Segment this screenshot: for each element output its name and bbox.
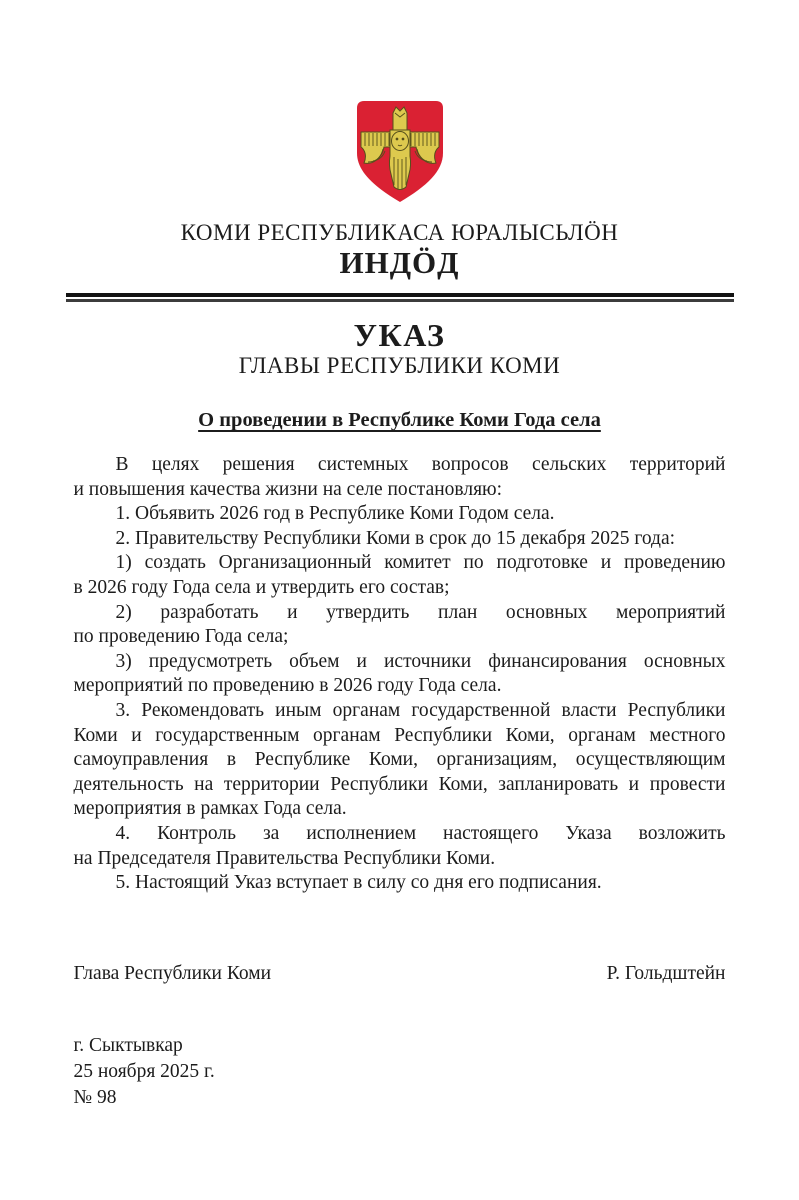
text-line: мероприятий по проведению в 2026 году Года села. [73, 675, 502, 697]
paragraph [74, 453, 726, 502]
footer-block [74, 1033, 726, 1111]
text-line: 4. Контроль за исполнением настоящего Указа возложить [115, 822, 726, 844]
text-line: 2. Правительству Республики Коми в срок до 15 декабря 2025 года: [115, 527, 676, 549]
text-line: 5. Настоящий Указ вступает в силу со дня его подписания. [115, 872, 602, 894]
paragraph [74, 601, 726, 650]
paragraph [74, 551, 726, 600]
decree-title: О проведении в Республике Коми Года села [198, 409, 601, 431]
text-line: по проведению Года села; [73, 626, 289, 648]
text-line: В целях решения системных вопросов сельских территорий [115, 454, 726, 475]
signature-row [74, 962, 726, 986]
text-line: 3) предусмотреть объем и источники финансирования основных [115, 650, 726, 672]
text-line: самоуправления в Республике Коми, организациям, осуществляющим [73, 749, 726, 771]
footer-number: № 98 [73, 1086, 117, 1108]
text-line: 2) разработать и утвердить план основных мероприятий [115, 601, 726, 623]
text-line: Коми и государственным органам Республики Коми, органам местного [73, 724, 726, 746]
paragraph [74, 650, 726, 699]
chest-face [391, 132, 408, 151]
footer-place: г. Сыктывкар [73, 1034, 183, 1056]
text-line: на Председателя Правительства Республики Коми. [73, 847, 496, 869]
double-rule [66, 293, 734, 302]
text-line: деятельность на территории Республики Коми, запланировать и провести [73, 773, 726, 795]
footer-date: 25 ноября 2025 г. [73, 1060, 215, 1082]
issuer-line: ГЛАВЫ РЕСПУБЛИКИ КОМИ [238, 353, 561, 378]
paragraph [74, 527, 726, 552]
doc-type: УКАЗ [353, 317, 446, 353]
paragraph [74, 871, 726, 896]
signatory-name: Р. Гольдштейн [606, 962, 726, 984]
text-line: 3. Рекомендовать иным органам государственной власти Республики [115, 699, 726, 721]
signatory-position: Глава Республики Коми [73, 962, 272, 984]
paragraph [74, 699, 726, 822]
komi-coat-of-arms-icon [354, 99, 446, 205]
paragraph [74, 502, 726, 527]
org-name-komi: КОМИ РЕСПУБЛИКАСА ЮРАЛЫСЬЛÖН [180, 220, 619, 245]
text-line: 1. Объявить 2026 год в Республике Коми Годом села. [115, 503, 555, 525]
text-line: и повышения качества жизни на селе постановляю: [73, 478, 503, 500]
paragraph [74, 822, 726, 871]
text-line: 1) создать Организационный комитет по подготовке и проведению [115, 552, 726, 574]
doc-type-komi: ИНДÖД [339, 245, 460, 280]
text-line: мероприятия в рамках Года села. [73, 798, 347, 820]
decree-body [74, 453, 726, 896]
bird-head [393, 107, 407, 130]
text-line: в 2026 году Года села и утвердить его состав; [73, 576, 450, 598]
